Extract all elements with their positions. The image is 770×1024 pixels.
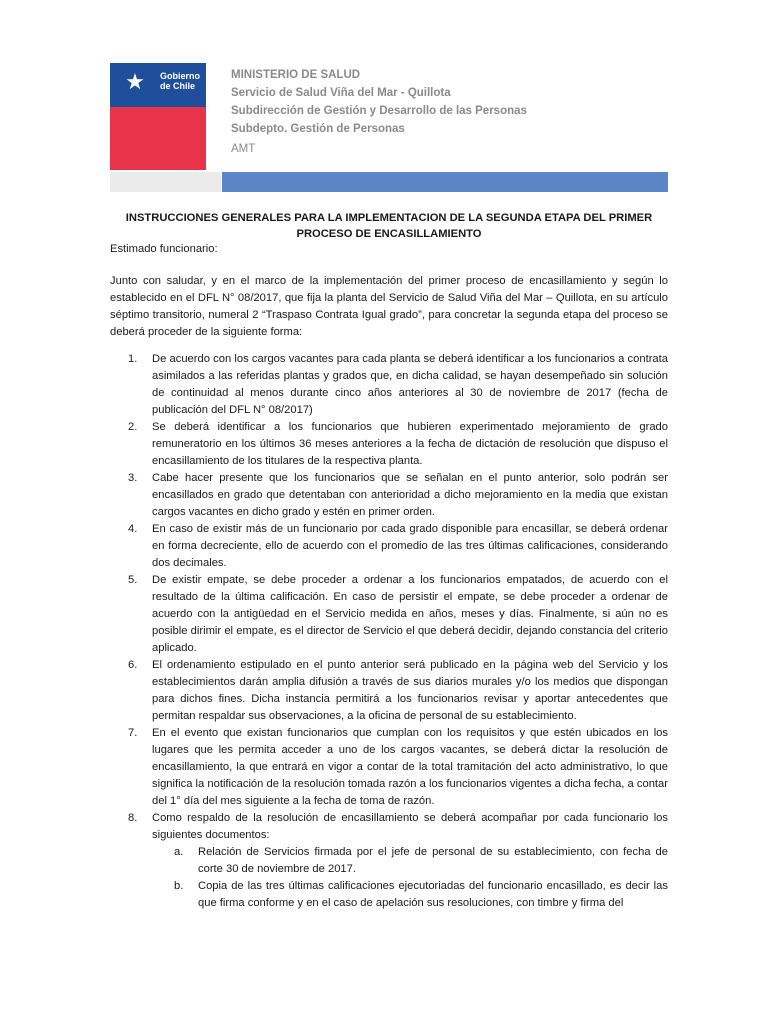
list-item bbox=[110, 351, 668, 419]
list-text: En el evento que existan funcionarios que cumplan con los requisitos y que estén ubicados en los lugares que les permita acceder a uno de los cargos vacantes, se deberá dictar la resolución de encasillamiento, la que entrará en vigor a contar de la total tramitación del acto administrativo, lo que significa la notificación de la resolución tomada razón a los funcionarios vigentes a dicha fecha, a contar del 1° día del mes siguiente a la fecha de toma de razón. bbox=[152, 727, 668, 807]
list-item bbox=[110, 725, 668, 810]
list-text: De existir empate, se debe proceder a ordenar a los funcionarios empatados, de acuerdo con el resultado de la última calificación. En caso de persistir el empate, se debe proceder a ordenar de acuerdo con la antigüedad en el Servicio medida en años, meses y días. Finalmente, si aún no es posible dirimir el empate, es el director de Servicio el que deberá decidir, dejando constancia del criterio aplicado. bbox=[152, 574, 668, 654]
logo-text: Gobierno de Chile bbox=[160, 71, 200, 91]
list-number: 7. bbox=[128, 727, 138, 739]
list-number: 8. bbox=[128, 812, 138, 824]
header-divider-blue bbox=[222, 172, 668, 192]
reference-initials: AMT bbox=[231, 143, 256, 155]
list-item bbox=[110, 572, 668, 657]
list-item bbox=[110, 657, 668, 725]
ministry-line: MINISTERIO DE SALUD bbox=[231, 69, 361, 81]
instruction-list bbox=[110, 351, 668, 912]
intro-paragraph: Junto con saludar, y en el marco de la implementación del primer proceso de encasillamiento y según lo establecido en el DFL N° 08/2017, que fija la planta del Servicio de Salud Viña del Mar – Quillota, en su artículo séptimo transitorio, numeral 2 “Traspaso Contrata Igual grado”, para concretar la segunda etapa del proceso se deberá proceder de la siguiente forma: bbox=[110, 275, 668, 338]
sub-list-item bbox=[110, 878, 668, 912]
list-text: El ordenamiento estipulado en el punto anterior será publicado en la página web del Servicio y los establecimientos darán amplia difusión a través de sus diarios murales y/o los medios que dispongan para dichos fines. Dicha instancia permitirá a los funcionarios revisar y aportar antecedentes que permitan respaldar sus observaciones, a la oficina de personal de su establecimiento. bbox=[152, 659, 668, 722]
list-number: 4. bbox=[128, 523, 138, 535]
list-item bbox=[110, 810, 668, 844]
list-number: 1. bbox=[128, 353, 138, 365]
list-text: De acuerdo con los cargos vacantes para cada planta se deberá identificar a los funcionarios a contrata asimilados a las referidas plantas y grados que, en dicha calidad, se hayan desempeñado sin solución de continuidad al menos durante cinco años anteriores al 30 de noviembre de 2017 (fecha de publicación del DFL N° 08/2017) bbox=[152, 353, 668, 416]
sub-list-letter: a. bbox=[174, 846, 184, 858]
sub-list-item bbox=[110, 844, 668, 878]
list-number: 5. bbox=[128, 574, 138, 586]
sub-list-text: Copia de las tres últimas calificaciones ejecutoriadas del funcionario encasillado, es decir las que firma conforme y en el caso de apelación sus resoluciones, con timbre y firma del bbox=[198, 880, 668, 909]
list-number: 6. bbox=[128, 659, 138, 671]
header-divider-grey bbox=[110, 172, 221, 192]
list-text: Cabe hacer presente que los funcionarios que se señalan en el punto anterior, solo podrán ser encasillados en grado que detentaban con anterioridad a dicho mejoramiento en la media que existan cargos vacantes en dicho grado y estén en primer orden. bbox=[152, 472, 668, 518]
greeting: Estimado funcionario: bbox=[110, 243, 218, 255]
list-item bbox=[110, 419, 668, 470]
subdepartment-line: Subdepto. Gestión de Personas bbox=[231, 123, 405, 135]
subdirection-line: Subdirección de Gestión y Desarrollo de las Personas bbox=[231, 105, 527, 117]
sub-list-letter: b. bbox=[174, 880, 184, 892]
document-title: INSTRUCCIONES GENERALES PARA LA IMPLEMENTACION DE LA SEGUNDA ETAPA DEL PRIMER PROCESO DE ENCASILLAMIENTO bbox=[125, 212, 653, 240]
sub-list-text: Relación de Servicios firmada por el jefe de personal de su establecimiento, con fecha de corte 30 de noviembre de 2017. bbox=[198, 846, 668, 875]
service-line: Servicio de Salud Viña del Mar - Quillota bbox=[231, 87, 451, 99]
list-item bbox=[110, 521, 668, 572]
logo-red-band bbox=[110, 107, 206, 170]
list-text: Se deberá identificar a los funcionarios que hubieren experimentado mejoramiento de grado remuneratorio en los últimos 36 meses anteriores a la fecha de dictación de resolución que dispuso el encasillamiento de los titulares de la respectiva planta. bbox=[152, 421, 668, 467]
chile-emblem-icon: ★ bbox=[125, 69, 145, 94]
gobierno-de-chile-logo bbox=[110, 63, 206, 170]
list-number: 3. bbox=[128, 472, 138, 484]
list-item bbox=[110, 470, 668, 521]
letterhead bbox=[231, 66, 527, 138]
list-number: 2. bbox=[128, 421, 138, 433]
list-text: En caso de existir más de un funcionario por cada grado disponible para encasillar, se deberá ordenar en forma decreciente, ello de acuerdo con el promedio de las tres últimas calificaciones, considerando dos decimales. bbox=[152, 523, 668, 569]
list-text: Como respaldo de la resolución de encasillamiento se deberá acompañar por cada funcionario los siguientes documentos: bbox=[152, 812, 668, 841]
